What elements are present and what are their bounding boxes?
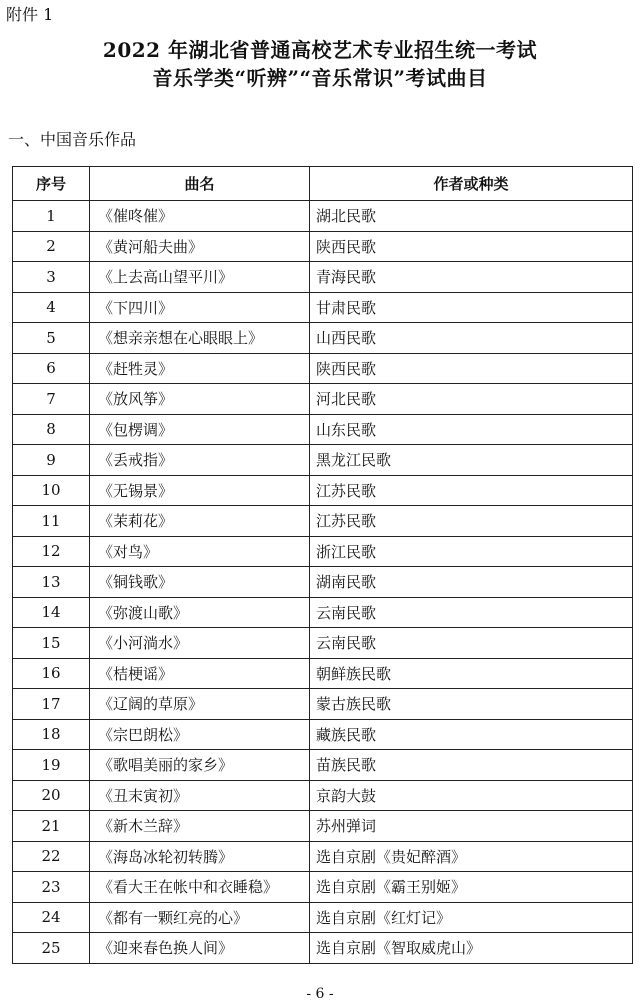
song-title: 《新木兰辞》 [90, 811, 310, 842]
row-number: 4 [13, 292, 90, 323]
row-number: 3 [13, 262, 90, 293]
table-row [13, 384, 633, 415]
row-number: 13 [13, 567, 90, 598]
row-number: 23 [13, 872, 90, 903]
table-row [13, 414, 633, 445]
author-or-type: 朝鲜族民歌 [310, 658, 633, 689]
row-number: 25 [13, 933, 90, 964]
table-row [13, 231, 633, 262]
author-or-type: 甘肃民歌 [310, 292, 633, 323]
section-heading: 一、中国音乐作品 [8, 130, 137, 149]
row-number: 12 [13, 536, 90, 567]
author-or-type: 湖南民歌 [310, 567, 633, 598]
table-header-row [13, 167, 633, 201]
table-row [13, 658, 633, 689]
song-title: 《宗巴朗松》 [90, 719, 310, 750]
table-row [13, 536, 633, 567]
table-row [13, 902, 633, 933]
document-title-line-2: 音乐学类“听辨”“音乐常识”考试曲目 [152, 66, 488, 90]
table-row [13, 262, 633, 293]
author-or-type: 选自京剧《智取威虎山》 [310, 933, 633, 964]
author-or-type: 陕西民歌 [310, 231, 633, 262]
song-title: 《对鸟》 [90, 536, 310, 567]
author-or-type: 苏州弹词 [310, 811, 633, 842]
song-title: 《丢戒指》 [90, 445, 310, 476]
song-title: 《黄河船夫曲》 [90, 231, 310, 262]
header-number: 序号 [13, 167, 90, 201]
table-row [13, 475, 633, 506]
author-or-type: 云南民歌 [310, 628, 633, 659]
song-title: 《上去高山望平川》 [90, 262, 310, 293]
row-number: 1 [13, 201, 90, 232]
song-title: 《弥渡山歌》 [90, 597, 310, 628]
song-title: 《想亲亲想在心眼眼上》 [90, 323, 310, 354]
song-title: 《铜钱歌》 [90, 567, 310, 598]
repertoire-table [12, 166, 633, 964]
row-number: 20 [13, 780, 90, 811]
song-title: 《放风筝》 [90, 384, 310, 415]
author-or-type: 云南民歌 [310, 597, 633, 628]
song-title: 《海岛冰轮初转腾》 [90, 841, 310, 872]
table-row [13, 628, 633, 659]
author-or-type: 藏族民歌 [310, 719, 633, 750]
author-or-type: 山东民歌 [310, 414, 633, 445]
row-number: 16 [13, 658, 90, 689]
row-number: 9 [13, 445, 90, 476]
table-row [13, 323, 633, 354]
table-row [13, 689, 633, 720]
table-row [13, 719, 633, 750]
song-title: 《都有一颗红亮的心》 [90, 902, 310, 933]
author-or-type: 京韵大鼓 [310, 780, 633, 811]
table-row [13, 445, 633, 476]
author-or-type: 浙江民歌 [310, 536, 633, 567]
table-row [13, 872, 633, 903]
table-body [13, 201, 633, 964]
table-row [13, 780, 633, 811]
author-or-type: 选自京剧《霸王别姬》 [310, 872, 633, 903]
row-number: 5 [13, 323, 90, 354]
table-row [13, 201, 633, 232]
author-or-type: 湖北民歌 [310, 201, 633, 232]
author-or-type: 江苏民歌 [310, 475, 633, 506]
row-number: 19 [13, 750, 90, 781]
song-title: 《小河淌水》 [90, 628, 310, 659]
table-row [13, 811, 633, 842]
author-or-type: 选自京剧《贵妃醉酒》 [310, 841, 633, 872]
row-number: 15 [13, 628, 90, 659]
row-number: 24 [13, 902, 90, 933]
row-number: 11 [13, 506, 90, 537]
song-title: 《丑末寅初》 [90, 780, 310, 811]
row-number: 8 [13, 414, 90, 445]
row-number: 21 [13, 811, 90, 842]
song-title: 《下四川》 [90, 292, 310, 323]
song-title: 《催咚催》 [90, 201, 310, 232]
row-number: 22 [13, 841, 90, 872]
row-number: 7 [13, 384, 90, 415]
song-title: 《歌唱美丽的家乡》 [90, 750, 310, 781]
author-or-type: 苗族民歌 [310, 750, 633, 781]
song-title: 《看大王在帐中和衣睡稳》 [90, 872, 310, 903]
author-or-type: 蒙古族民歌 [310, 689, 633, 720]
table-row [13, 750, 633, 781]
row-number: 17 [13, 689, 90, 720]
table-row [13, 597, 633, 628]
author-or-type: 黑龙江民歌 [310, 445, 633, 476]
author-or-type: 陕西民歌 [310, 353, 633, 384]
attachment-label: 附件 1 [6, 5, 54, 24]
table-row [13, 567, 633, 598]
song-title: 《桔梗谣》 [90, 658, 310, 689]
author-or-type: 江苏民歌 [310, 506, 633, 537]
row-number: 6 [13, 353, 90, 384]
author-or-type: 河北民歌 [310, 384, 633, 415]
header-author-or-type: 作者或种类 [310, 167, 633, 201]
author-or-type: 选自京剧《红灯记》 [310, 902, 633, 933]
table-row [13, 841, 633, 872]
table-row [13, 506, 633, 537]
song-title: 《赶牲灵》 [90, 353, 310, 384]
song-title: 《辽阔的草原》 [90, 689, 310, 720]
author-or-type: 青海民歌 [310, 262, 633, 293]
row-number: 18 [13, 719, 90, 750]
table-row [13, 292, 633, 323]
song-title: 《包楞调》 [90, 414, 310, 445]
header-title: 曲名 [90, 167, 310, 201]
song-title: 《茉莉花》 [90, 506, 310, 537]
row-number: 10 [13, 475, 90, 506]
row-number: 2 [13, 231, 90, 262]
author-or-type: 山西民歌 [310, 323, 633, 354]
row-number: 14 [13, 597, 90, 628]
table-row [13, 933, 633, 964]
page-number: - 6 - [306, 986, 334, 1002]
song-title: 《迎来春色换人间》 [90, 933, 310, 964]
document-title-line-1: 2022 年湖北省普通高校艺术专业招生统一考试 [102, 38, 538, 62]
table-row [13, 353, 633, 384]
song-title: 《无锡景》 [90, 475, 310, 506]
